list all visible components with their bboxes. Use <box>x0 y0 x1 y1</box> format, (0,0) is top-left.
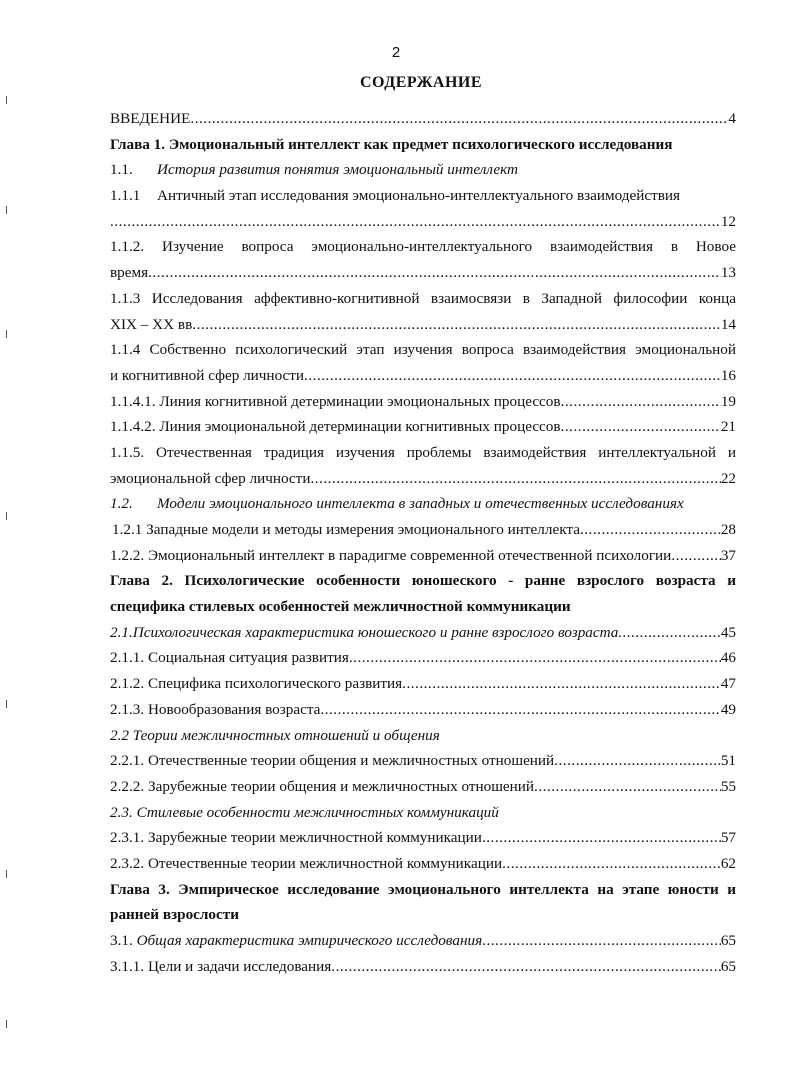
toc-page-number: 21 <box>720 418 736 436</box>
dot-leader <box>310 466 720 492</box>
dot-leader <box>561 389 721 415</box>
toc-page-number: 47 <box>720 675 736 693</box>
dot-leader <box>618 620 720 646</box>
dot-leader <box>671 543 720 569</box>
toc-page-number: 45 <box>720 623 736 641</box>
toc-page-number: 65 <box>720 957 736 975</box>
toc-chapter-2-cont: специфика стилевых особенностей межличностной коммуникации <box>110 598 571 616</box>
toc-entry-text: 2.2.1. Отечественные теории общения и межличностных отношений <box>110 752 555 770</box>
toc-section-1-1-3-cont <box>110 312 736 338</box>
toc-section-1-1 <box>110 157 736 183</box>
toc-section-1-1-1 <box>110 183 736 209</box>
toc-entry-text: 2.1.3. Новообразования возраста <box>110 700 321 718</box>
table-of-contents <box>110 106 736 979</box>
toc-chapter-3: Глава 3. Эмпирическое исследование эмоционального интеллекта на этапе юности и <box>110 880 736 898</box>
dot-leader <box>110 209 721 235</box>
toc-section-1-2 <box>110 491 736 517</box>
toc-entry-text: 1.1.4.2. Линия эмоциональной детерминации когнитивных процессов <box>110 418 561 436</box>
page-title: СОДЕРЖАНИЕ <box>359 74 483 91</box>
dot-leader <box>148 260 721 286</box>
toc-section-1-1-2-cont <box>110 260 736 286</box>
toc-page-number: 16 <box>720 366 736 384</box>
dot-leader <box>192 312 721 338</box>
toc-section-2-3: 2.3. Стилевые особенности межличностных коммуникаций <box>110 803 499 821</box>
toc-entry-text <box>110 928 482 954</box>
toc-entry-text: 2.2.2. Зарубежные теории общения и межличностных отношений <box>110 777 535 795</box>
scan-mark <box>6 96 10 104</box>
toc-entry-intro <box>110 106 736 132</box>
toc-page-number: 65 <box>720 932 736 949</box>
toc-section-2-2: 2.2 Теории межличностных отношений и общения <box>110 726 440 744</box>
dot-leader <box>320 697 720 723</box>
toc-page-number: 46 <box>720 649 736 667</box>
toc-page-number: 14 <box>720 315 736 333</box>
toc-entry-text: История развития понятия эмоциональный интеллект <box>157 161 518 179</box>
toc-page-number: 55 <box>720 777 736 795</box>
toc-entry-text: 2.3.2. Отечественные теории межличностной коммуникации <box>110 854 503 872</box>
scan-mark <box>6 700 10 708</box>
toc-page-number: 4 <box>728 110 736 127</box>
toc-section-1-1-4-1 <box>110 389 736 415</box>
toc-section-2-2-1 <box>110 748 736 774</box>
toc-entry-number: 1.1. <box>110 161 133 179</box>
toc-page-number: 13 <box>720 264 736 282</box>
toc-section-2-1-3 <box>110 697 736 723</box>
dot-leader <box>304 363 721 389</box>
toc-section-1-2-2 <box>110 543 736 569</box>
dot-leader <box>554 748 721 774</box>
dot-leader <box>402 671 721 697</box>
toc-section-1-1-4-2 <box>110 414 736 440</box>
toc-page-number: 12 <box>720 212 736 230</box>
toc-section-2-1-2 <box>110 671 736 697</box>
toc-section-3-1 <box>110 928 736 954</box>
scan-mark <box>6 330 10 338</box>
toc-entry-text: время <box>110 264 149 282</box>
toc-page-number: 19 <box>720 392 736 410</box>
toc-section-1-1-5-cont <box>110 466 736 492</box>
toc-section-1-1-4: 1.1.4 Собственно психологический этап изучения вопроса взаимодействия эмоциональной <box>110 341 736 359</box>
dot-leader <box>482 928 721 954</box>
dot-leader <box>482 825 721 851</box>
toc-section-1-1-3: 1.1.3 Исследования аффективно-когнитивной взаимосвязи в Западной философии конца <box>110 289 736 307</box>
toc-section-2-2-2 <box>110 774 736 800</box>
toc-section-2-3-1 <box>110 825 736 851</box>
dot-leader <box>502 851 721 877</box>
toc-chapter-3-cont: ранней взрослости <box>110 906 239 924</box>
dot-leader <box>580 517 721 543</box>
toc-chapter-1: Глава 1. Эмоциональный интеллект как предмет психологического исследования <box>110 135 673 153</box>
toc-entry-text: Модели эмоционального интеллекта в западных и отечественных исследованиях <box>157 495 684 513</box>
toc-page-number: 62 <box>720 854 736 872</box>
toc-section-3-1-1 <box>110 954 736 980</box>
toc-entry-text: 1.2.1 Западные модели и методы измерения эмоционального интеллекта <box>112 521 580 538</box>
toc-entry-text: 2.1.2. Специфика психологического развития <box>110 675 403 693</box>
dot-leader <box>349 645 721 671</box>
toc-page-number: 57 <box>720 829 736 847</box>
toc-page-number: 51 <box>720 752 736 770</box>
toc-section-1-1-5: 1.1.5. Отечественная традиция изучения проблемы взаимодействия интеллектуальной и <box>110 443 736 461</box>
toc-section-2-1 <box>110 620 736 646</box>
toc-entry-text: 2.1.Психологическая характеристика юношеского и ранне взрослого возраста <box>110 623 619 641</box>
toc-chapter-2: Глава 2. Психологические особенности юношеского - ранне взрослого возраста и <box>110 572 736 590</box>
page-number: 2 <box>391 44 401 61</box>
scan-mark <box>6 870 10 878</box>
toc-entry-text: эмоциональной сфер личности <box>110 469 311 487</box>
toc-entry-text: 3.1.1. Цели и задачи исследования <box>110 957 332 975</box>
toc-entry-text: 2.1.1. Социальная ситуация развития <box>110 649 349 667</box>
toc-page-number: 28 <box>720 521 736 538</box>
toc-page-number: 37 <box>720 546 736 564</box>
toc-entry-number: 1.2. <box>110 495 133 513</box>
toc-section-1-1-4-cont <box>110 363 736 389</box>
toc-entry-text: Античный этап исследования эмоционально-интеллектуального взаимодействия <box>157 187 681 205</box>
toc-section-1-1-1-cont <box>110 209 736 235</box>
dot-leader <box>190 106 728 132</box>
toc-entry-text: XIX – XX вв <box>110 315 193 333</box>
scan-mark <box>6 206 10 214</box>
toc-entry-number: 1.1.1 <box>110 187 141 205</box>
toc-entry-text: ВВЕДЕНИЕ <box>110 110 191 127</box>
toc-page-number: 49 <box>720 700 736 718</box>
toc-section-1-1-2: 1.1.2. Изучение вопроса эмоционально-интеллектуального взаимодействия в Новое <box>110 238 736 256</box>
toc-page-number: 22 <box>720 469 736 487</box>
toc-entry-title: Общая характеристика эмпирического исследования <box>136 932 483 949</box>
dot-leader <box>534 774 721 800</box>
toc-entry-text: 1.2.2. Эмоциональный интеллект в парадигме современной отечественной психологии <box>110 546 672 564</box>
toc-section-2-3-2 <box>110 851 736 877</box>
dot-leader <box>331 954 721 980</box>
scan-mark <box>6 512 10 520</box>
toc-entry-text: 2.3.1. Зарубежные теории межличностной коммуникации <box>110 829 482 847</box>
toc-entry-text: 1.1.4.1. Линия когнитивной детерминации эмоциональных процессов <box>110 392 561 410</box>
toc-section-2-1-1 <box>110 645 736 671</box>
toc-entry-text: и когнитивной сфер личности <box>110 366 305 384</box>
dot-leader <box>561 414 721 440</box>
toc-section-1-2-1 <box>110 517 736 543</box>
scan-mark <box>6 1020 10 1028</box>
toc-entry-number: 3.1. <box>110 932 133 949</box>
